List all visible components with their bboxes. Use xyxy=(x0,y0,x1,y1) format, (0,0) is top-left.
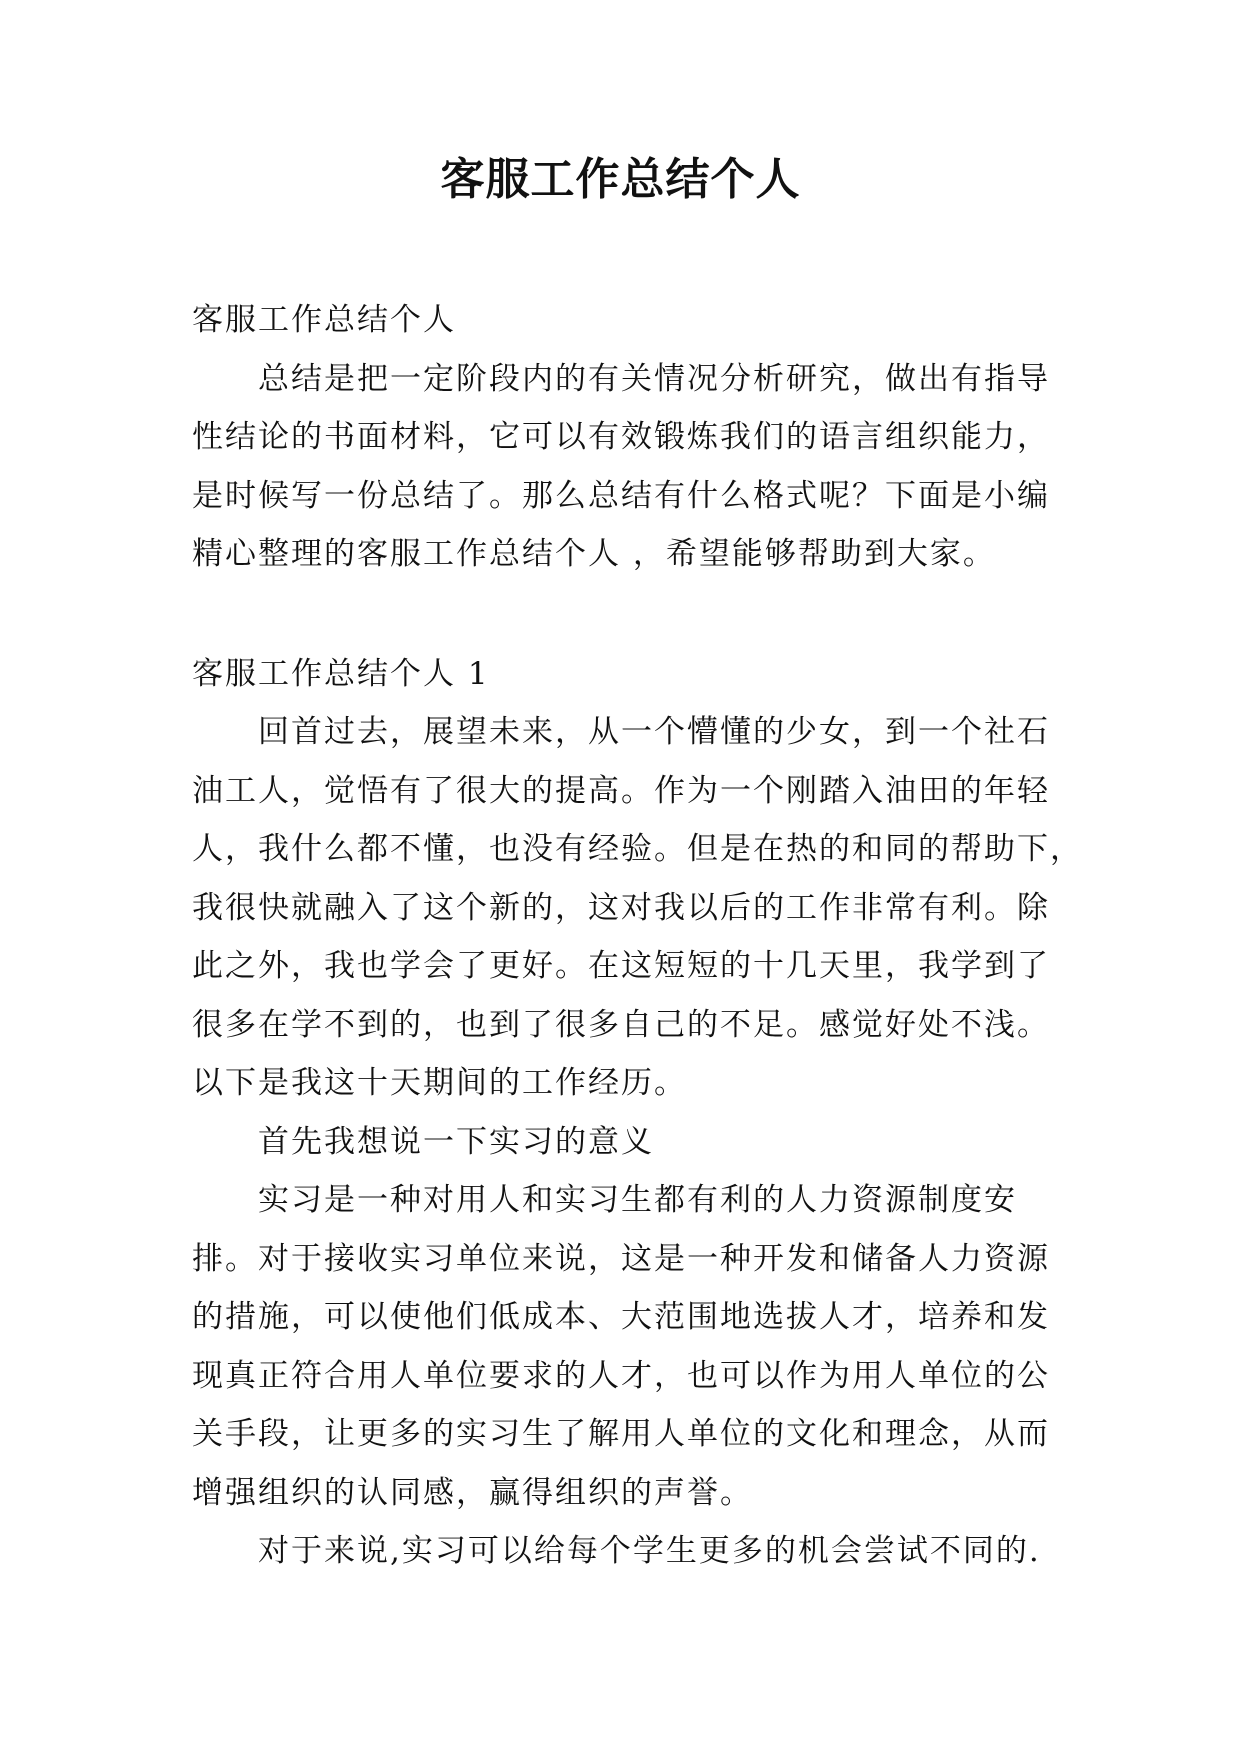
paragraph-3-line: 增强组织的认同感，赢得组织的声誉。 xyxy=(192,1474,753,1511)
paragraph-2-line: 首先我想说一下实习的意义 xyxy=(258,1123,654,1160)
paragraph-3-line: 排。对于接收实习单位来说，这是一种开发和储备人力资源 xyxy=(192,1240,1050,1277)
paragraph-1-line: 我很快就融入了这个新的，这对我以后的工作非常有利。除 xyxy=(192,889,1050,926)
intro-line: 是时候写一份总结了。那么总结有什么格式呢？下面是小编 xyxy=(192,477,1050,514)
section-1-heading: 客服工作总结个人 1 xyxy=(192,655,490,692)
intro-line: 精心整理的客服工作总结个人 ，希望能够帮助到大家。 xyxy=(192,536,996,572)
paragraph-3-line: 现真正符合用人单位要求的人才，也可以作为用人单位的公 xyxy=(192,1357,1050,1394)
section-gap xyxy=(192,584,1072,645)
paragraph-1-line: 很多在学不到的，也到了很多自己的不足。感觉好处不浅。 xyxy=(192,1006,1050,1043)
paragraph-3-line: 关手段，让更多的实习生了解用人单位的文化和理念，从而 xyxy=(192,1416,1050,1452)
paragraph-4-line: 对于来说,实习可以给每个学生更多的机会尝试不同的. xyxy=(258,1533,1041,1569)
paragraph-1-line: 人，我什么都不懂，也没有经验。但是在热的和同的帮助下， xyxy=(192,831,1083,867)
intro-line: 总结是把一定阶段内的有关情况分析研究，做出有指导 xyxy=(258,360,1050,397)
paragraph-1-line: 此之外，我也学会了更好。在这短短的十几天里，我学到了 xyxy=(192,948,1050,984)
paragraph-1-line: 油工人，觉悟有了很大的提高。作为一个刚踏入油田的年轻 xyxy=(192,772,1050,809)
paragraph-1-line: 回首过去，展望未来，从一个懵懂的少女，到一个社石 xyxy=(258,714,1050,750)
intro-line: 性结论的书面材料，它可以有效锻炼我们的语言组织能力， xyxy=(192,419,1050,455)
paragraph-3-line: 实习是一种对用人和实习生都有利的人力资源制度安 xyxy=(258,1182,1017,1218)
document-body xyxy=(192,291,1083,1581)
document-title: 客服工作总结个人 xyxy=(440,154,801,205)
paragraph-1-line: 以下是我这十天期间的工作经历。 xyxy=(192,1065,687,1101)
paragraph-3-line: 的措施，可以使他们低成本、大范围地选拔人才，培养和发 xyxy=(192,1299,1050,1335)
intro-heading: 客服工作总结个人 xyxy=(192,302,456,338)
